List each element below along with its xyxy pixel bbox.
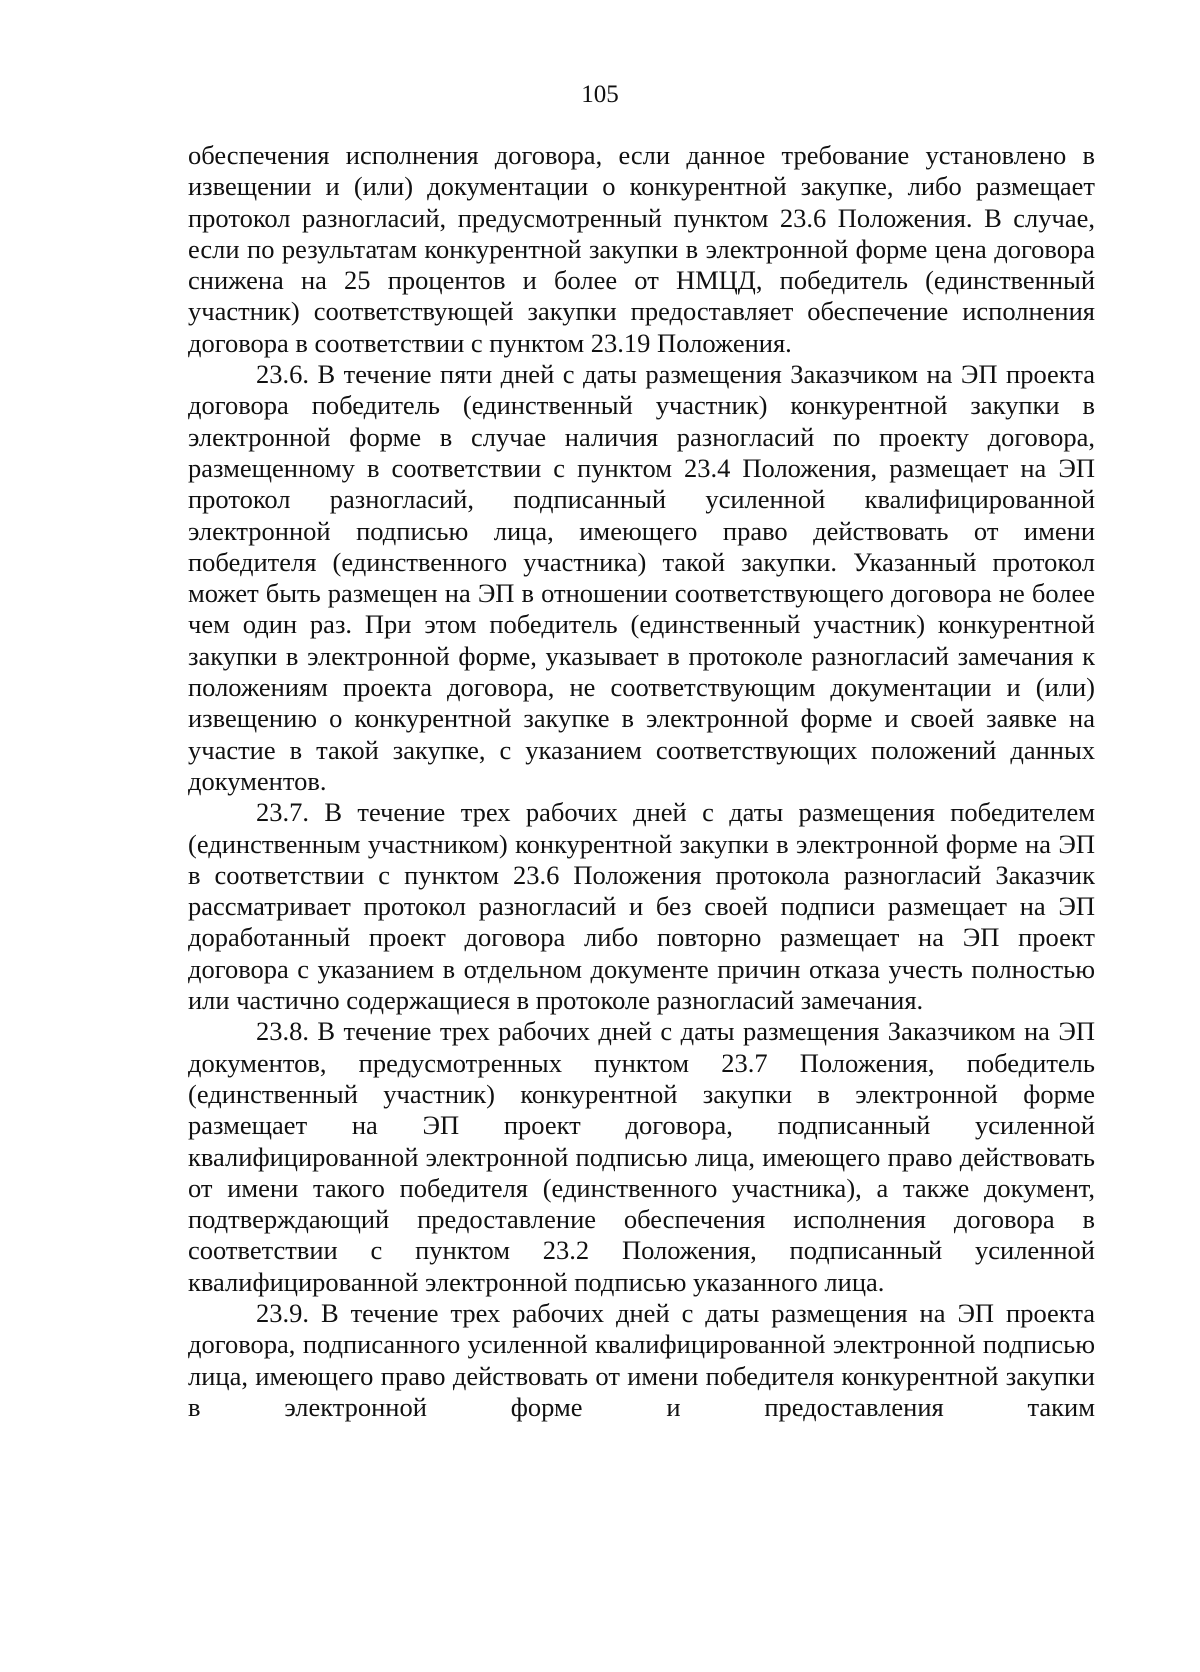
- paragraph-23-7: 23.7. В течение трех рабочих дней с даты размещения победителем (единственным участником) конкурентной закупки в электронной форме на ЭП в соответствии с пунктом 23.6 Положения протокола разногласий Заказчик рассматривает протокол разногласий и без своей подписи размещает на ЭП доработанный проект договора либо повторно размещает на ЭП проект договора с указанием в отдельном документе причин отказа учесть полностью или частично содержащиеся в протоколе разногласий замечания.: [188, 797, 1095, 1016]
- paragraph-23-8: 23.8. В течение трех рабочих дней с даты размещения Заказчиком на ЭП документов, предусмотренных пунктом 23.7 Положения, победитель (единственный участник) конкурентной закупки в электронной форме размещает на ЭП проект договора, подписанный усиленной квалифицированной электронной подписью лица, имеющего право действовать от имени такого победителя (единственного участника), а также документ, подтверждающий предоставление обеспечения исполнения договора в соответствии с пунктом 23.2 Положения, подписанный усиленной квалифицированной электронной подписью указанного лица.: [188, 1016, 1095, 1297]
- page-body: [188, 140, 1095, 1423]
- page-number: 105: [581, 81, 619, 108]
- paragraph-23-9: 23.9. В течение трех рабочих дней с даты размещения на ЭП проекта договора, подписанного усиленной квалифицированной электронной подписью лица, имеющего право действовать от имени победителя конкурентной закупки в электронной форме и предоставления таким: [188, 1297, 1095, 1422]
- paragraph-continuation: обеспечения исполнения договора, если данное требование установлено в извещении и (или) документации о конкурентной закупке, либо размещает протокол разногласий, предусмотренный пунктом 23.6 Положения. В случае, если по результатам конкурентной закупки в электронной форме цена договора снижена на 25 процентов и более от НМЦД, победитель (единственный участник) соответствующей закупки предоставляет обеспечение исполнения договора в соответствии с пунктом 23.19 Положения.: [188, 140, 1095, 358]
- paragraph-23-6: 23.6. В течение пяти дней с даты размещения Заказчиком на ЭП проекта договора победитель (единственный участник) конкурентной закупки в электронной форме в случае наличия разногласий по проекту договора, размещенному в соответствии с пунктом 23.4 Положения, размещает на ЭП протокол разногласий, подписанный усиленной квалифицированной электронной подписью лица, имеющего право действовать от имени победителя (единственного участника) такой закупки. Указанный протокол может быть размещен на ЭП в отношении соответствующего договора не более чем один раз. При этом победитель (единственный участник) конкурентной закупки в электронной форме, указывает в протоколе разногласий замечания к положениям проекта договора, не соответствующим документации и (или) извещению о конкурентной закупке в электронной форме и своей заявке на участие в такой закупке, с указанием соответствующих положений данных документов.: [188, 359, 1095, 796]
